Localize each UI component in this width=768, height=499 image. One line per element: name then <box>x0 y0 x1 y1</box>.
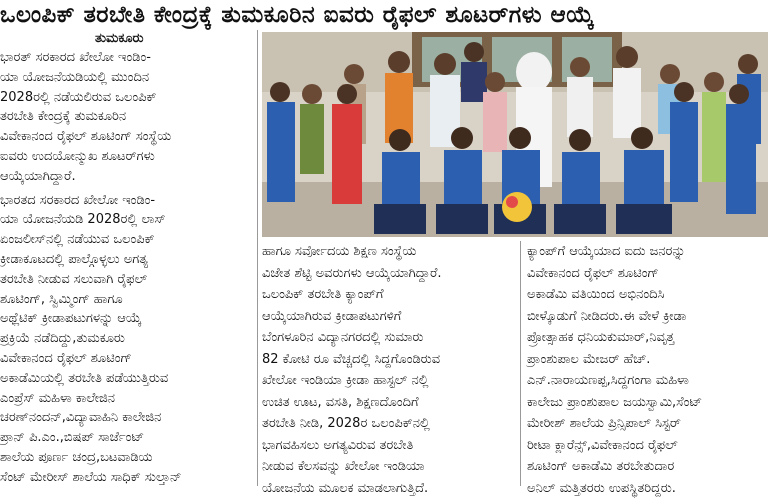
text-line: ವಿಜೇತ ಶೆಟ್ಟಿ ಅವರುಗಳು ಆಯ್ಕೆಯಾಗಿದ್ದಾರೆ. <box>262 263 518 285</box>
text-line: ಪ್ರಾನ್ ಪಿ.ಎಂ.,ಬಿಷಪ್ ಸಾರ್ಜೆಂಟ್ <box>0 428 257 448</box>
text-line: ನೀಡುವ ಕೆಲಸವನ್ನು ಖೇಲೋ ಇಂಡಿಯಾ <box>262 456 518 478</box>
text-line: ಶೂಟಿಂಗ್ ಅಕಾಡೆಮಿ ತರಬೇತುದಾರ <box>527 456 768 478</box>
text-line: ಆಯ್ಕೆಯಾಗಿದ್ದಾರೆ. <box>0 167 257 187</box>
text-line: ಒಲಂಪಿಕ್ ತರಬೇತಿ ಕ್ಯಾಂಪ್‌ಗೆ <box>262 284 518 306</box>
paragraph-2 <box>0 191 257 488</box>
text-line: ರೀಟಾ ಕ್ಲಾರೆನ್ಸ್,ವಿವೇಕಾನಂದ ರೈಫಲ್ <box>527 435 768 457</box>
text-line: ಭಾರತದ ಸರಕಾರದ ಖೇಲೋ ಇಂಡಿಂ- <box>0 191 257 211</box>
text-line: ಕ್ರೀಡಾಕೂಟದಲ್ಲಿ ಪಾಲ್ಗೊಳ್ಳಲು ಅಗತ್ಯ <box>0 250 257 270</box>
text-line: ಅಥ್ಲೆಟಿಕ್ ಕ್ರೀಡಾಪಟುಗಳನ್ನು ಆಯ್ಕೆ <box>0 309 257 329</box>
text-line: ಅಕಾಡೆಮಿಯಲ್ಲಿ ತರಬೇತಿ ಪಡೆಯುತ್ತಿರುವ <box>0 369 257 389</box>
text-line: ವಿವೇಕಾನಂದ ರೈಫಲ್ ಶೂಟಿಂಗ್ <box>527 263 768 285</box>
text-line: ಶಾಲೆಯ ಪೂರ್ಣ ಚಂದ್ರ,ಬಟವಾಡಿಯ <box>0 448 257 468</box>
text-line: 2028ರಲ್ಲಿ ನಡೆಯಲಿರುವ ಒಲಂಪಿಕ್ <box>0 88 257 108</box>
group-photo <box>262 32 768 237</box>
article-column-2 <box>262 241 518 486</box>
headline: ಒಲಂಪಿಕ್ ತರಬೇತಿ ಕೇಂದ್ರಕ್ಕೆ ತುಮಕೂರಿನ ಐವರು ರೈಫಲ್ ಶೂಟರ್‌ಗಳು ಆಯ್ಕೆ <box>0 0 768 30</box>
text-line: ಅಕಾಡೆಮಿ ವತಿಯಿಂದ ಅಭಿನಂದಿಸಿ <box>527 284 768 306</box>
text-line: ಮೇರೀಶ್ ಶಾಲೆಯ ಪ್ರಿನ್ಸಿಪಾಲ್ ಸಿಸ್ಟರ್ <box>527 413 768 435</box>
text-line: ಖೇಲೋ ಇಂಡಿಯಾ ಕ್ರೀಡಾ ಹಾಸ್ಟಲ್ ನಲ್ಲಿ <box>262 370 518 392</box>
article-column-3 <box>520 241 768 486</box>
text-line: 82 ಕೋಟಿ ರೂ ವೆಚ್ಚದಲ್ಲಿ ಸಿದ್ದಗೊಂಡಿರುವ <box>262 349 518 371</box>
text-line: ಹಾಗೂ ಸರ್ವೋದಯ ಶಿಕ್ಷಣ ಸಂಸ್ಥೆಯ <box>262 241 518 263</box>
text-line: ತರಬೇತಿ ಕೇಂದ್ರಕ್ಕೆ ತುಮಕೂರಿನ <box>0 107 257 127</box>
text-line: ಪ್ರೋತ್ಸಾಹಕ ಧನಿಯಕುಮಾರ್,ನಿವೃತ್ತ <box>527 327 768 349</box>
text-line: ಭಾರತ್ ಸರಕಾರದ ಖೇಲೋ ಇಂಡಿಂ- <box>0 48 257 68</box>
text-line: ಚರಣ್‌ನಂದನ್,ವಿದ್ಯಾವಾಹಿನಿ ಕಾಲೇಜಿನ <box>0 408 257 428</box>
text-line: ಬೆಂಗಳೂರಿನ ವಿದ್ಯಾನಗರದಲ್ಲಿ ಸುಮಾರು <box>262 327 518 349</box>
text-line: ಸೆಂಟ್ ಮೇರೀಸ್ ಶಾಲೆಯ ಸಾಧಿಕ್ ಸುಲ್ತಾನ್ <box>0 468 257 488</box>
text-line: ಪ್ರಕ್ರಿಯೆ ನಡೆದಿದ್ದು,ತುಮಕೂರು <box>0 329 257 349</box>
text-line: ಏಂಜಲೀಸ್‌ನಲ್ಲಿ ನಡೆಯುವ ಒಲಂಪಿಕ್ <box>0 230 257 250</box>
text-line: ಎನ್.ನಾರಾಯಣಪ್ಪ,ಸಿದ್ದಗಂಗಾ ಮಹಿಳಾ <box>527 370 768 392</box>
text-line: ಉಚಿತ ಊಟ, ವಸತಿ, ಶಿಕ್ಷಣದೊಂದಿಗೆ <box>262 392 518 414</box>
text-line: ಎಂಪ್ರೆಸ್ ಮಹಿಳಾ ಕಾಲೇಜಿನ <box>0 389 257 409</box>
left-column <box>0 30 258 486</box>
text-line: ಅನಿಲ್ ಮತ್ತಿತರರು ಉಪಸ್ಥಿತರಿದ್ದರು. <box>527 478 768 499</box>
text-line: ಕ್ಯಾಂಪ್‌ಗೆ ಆಯ್ಕೆಯಾದ ಐದು ಜನರನ್ನು <box>527 241 768 263</box>
dateline: ತುಮಕೂರು <box>0 30 257 48</box>
text-line: ಕಾಲೇಜು ಪ್ರಾಂಶುಪಾಲ ಜಯಸ್ವಾಮಿ,ಸೆಂಟ್ <box>527 392 768 414</box>
text-line: ಐವರು ಉದಯೋನ್ಮುಖ ಶೂಟರ್‌ಗಳು <box>0 147 257 167</box>
text-line: ಯಾ ಯೋಜನೆಯಡಿಯಲ್ಲಿ ಮುಂದಿನ <box>0 68 257 88</box>
text-line: ಬೀಳ್ಕೊಡುಗೆ ನೀಡಿದರು.ಈ ವೇಳೆ ಕ್ರೀಡಾ <box>527 306 768 328</box>
text-line: ಯೋಜನೆಯ ಮೂಲಕ ಮಾಡಲಾಗುತ್ತಿದೆ. <box>262 478 518 499</box>
text-line: ಆಯ್ಕೆಯಾಗಿರುವ ಕ್ರೀಡಾಪಟುಗಳಿಗೆ <box>262 306 518 328</box>
text-line: ವಿವೇಕಾನಂದ ರೈಫಲ್ ಶೂಟಿಂಗ್ ಸಂಸ್ಥೆಯ <box>0 127 257 147</box>
paragraph-1 <box>0 48 257 187</box>
text-line: ಯಾ ಯೋಜನೆಯಡಿ 2028ರಲ್ಲಿ ಲಾಸ್ <box>0 210 257 230</box>
text-line: ಶೂಟಿಂಗ್, ಸ್ವಿಮ್ಮಿಂಗ್ ಹಾಗೂ <box>0 290 257 310</box>
text-line: ತರಬೇತಿ ನೀಡುವ ಸಲುವಾಗಿ ರೈಫಲ್ <box>0 270 257 290</box>
text-line: ವಿವೇಕಾನಂದ ರೈಫಲ್ ಶೂಟಿಂಗ್ <box>0 349 257 369</box>
text-line: ಭಾಗವಹಿಸಲು ಅಗತ್ಯವಿರುವ ತರಬೇತಿ <box>262 435 518 457</box>
group-photo-illustration <box>262 32 768 237</box>
text-line: ತರಬೇತಿ ನೀಡಿ, 2028ರ ಒಲಂಪಿಕ್‌ನಲ್ಲಿ <box>262 413 518 435</box>
text-line: ಪ್ರಾಂಶುಪಾಲ ಮೇಜರ್ ಹೆಚ್. <box>527 349 768 371</box>
